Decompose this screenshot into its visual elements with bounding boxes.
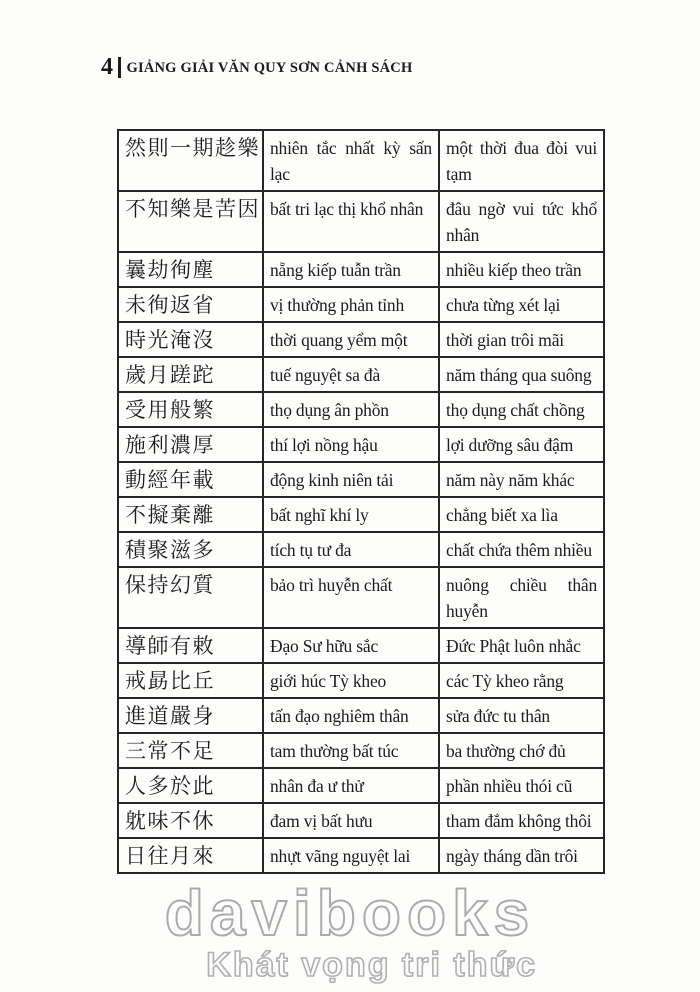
han-cell: 日往月來: [118, 838, 263, 873]
table-row: [118, 130, 604, 191]
han-cell: 三常不足: [118, 733, 263, 768]
page-header: [101, 55, 412, 79]
han-cell: 歲月蹉跎: [118, 357, 263, 392]
han-cell: 戒勗比丘: [118, 663, 263, 698]
han-cell: 動經年載: [118, 462, 263, 497]
viet-cell: lợi dưỡng sâu đậm: [439, 427, 604, 462]
viet-cell: một thời đua đòi vui tạm: [439, 130, 604, 191]
han-cell: 保持幻質: [118, 567, 263, 628]
viet-cell: năm tháng qua suông: [439, 357, 604, 392]
table-row: [118, 287, 604, 322]
han-cell: 受用般繁: [118, 392, 263, 427]
translation-table-body: [118, 130, 604, 873]
han-cell: 進道嚴身: [118, 698, 263, 733]
viet-cell: tham đắm không thôi: [439, 803, 604, 838]
table-row: [118, 392, 604, 427]
viet-cell: năm này năm khác: [439, 462, 604, 497]
table-row: [118, 803, 604, 838]
hanviet-cell: động kinh niên tải: [263, 462, 439, 497]
han-cell: 曩劫徇塵: [118, 252, 263, 287]
han-cell: 積聚滋多: [118, 532, 263, 567]
viet-cell: ba thường chớ đủ: [439, 733, 604, 768]
hanviet-cell: Đạo Sư hữu sắc: [263, 628, 439, 663]
hanviet-cell: tuế nguyệt sa đà: [263, 357, 439, 392]
hanviet-cell: bảo trì huyễn chất: [263, 567, 439, 628]
viet-cell: đâu ngờ vui tức khổ nhân: [439, 191, 604, 252]
han-cell: 不知樂是苦因: [118, 191, 263, 252]
viet-cell: chưa từng xét lại: [439, 287, 604, 322]
table-row: [118, 497, 604, 532]
hanviet-cell: thời quang yểm một: [263, 322, 439, 357]
han-cell: 施利濃厚: [118, 427, 263, 462]
hanviet-cell: tấn đạo nghiêm thân: [263, 698, 439, 733]
translation-table: [117, 129, 605, 874]
hanviet-cell: đam vị bất hưu: [263, 803, 439, 838]
table-row: [118, 322, 604, 357]
viet-cell: nuông chiều thân huyễn: [439, 567, 604, 628]
hanviet-cell: nẵng kiếp tuẫn trần: [263, 252, 439, 287]
viet-cell: phần nhiều thói cũ: [439, 768, 604, 803]
viet-cell: thọ dụng chất chồng: [439, 392, 604, 427]
han-cell: 導師有敕: [118, 628, 263, 663]
table-row: [118, 698, 604, 733]
watermark-tagline: Khát vọng tri thức: [206, 946, 537, 984]
viet-cell: nhiều kiếp theo trần: [439, 252, 604, 287]
table-row: [118, 663, 604, 698]
hanviet-cell: tam thường bất túc: [263, 733, 439, 768]
table-row: [118, 733, 604, 768]
viet-cell: ngày tháng dần trôi: [439, 838, 604, 873]
hanviet-cell: bất tri lạc thị khổ nhân: [263, 191, 439, 252]
table-row: [118, 191, 604, 252]
han-cell: 不擬棄離: [118, 497, 263, 532]
viet-cell: sửa đức tu thân: [439, 698, 604, 733]
han-cell: 人多於此: [118, 768, 263, 803]
table-row: [118, 532, 604, 567]
han-cell: 然則一期趁樂: [118, 130, 263, 191]
hanviet-cell: tích tụ tư đa: [263, 532, 439, 567]
han-cell: 未徇返省: [118, 287, 263, 322]
hanviet-cell: giới húc Tỳ kheo: [263, 663, 439, 698]
hanviet-cell: thọ dụng ân phồn: [263, 392, 439, 427]
table-row: [118, 838, 604, 873]
page-title: GIẢNG GIẢI VĂN QUY SƠN CẢNH SÁCH: [126, 60, 413, 77]
table-row: [118, 252, 604, 287]
table-row: [118, 357, 604, 392]
table-row: [118, 628, 604, 663]
hanviet-cell: nhựt vãng nguyệt lai: [263, 838, 439, 873]
viet-cell: Đức Phật luôn nhắc: [439, 628, 604, 663]
hanviet-cell: nhân đa ư thử: [263, 768, 439, 803]
hanviet-cell: vị thường phản tỉnh: [263, 287, 439, 322]
watermark-brand: davibooks: [164, 877, 536, 949]
viet-cell: chất chứa thêm nhiều: [439, 532, 604, 567]
table-row: [118, 567, 604, 628]
hanviet-cell: bất nghĩ khí ly: [263, 497, 439, 532]
header-divider: [118, 57, 121, 78]
table-row: [118, 462, 604, 497]
han-cell: 時光淹沒: [118, 322, 263, 357]
table-row: [118, 427, 604, 462]
viet-cell: thời gian trôi mãi: [439, 322, 604, 357]
viet-cell: các Tỳ kheo rằng: [439, 663, 604, 698]
hanviet-cell: nhiên tắc nhất kỳ sấn lạc: [263, 130, 439, 191]
hanviet-cell: thí lợi nồng hậu: [263, 427, 439, 462]
page-number: 4: [101, 54, 113, 80]
viet-cell: chẳng biết xa lìa: [439, 497, 604, 532]
watermark: [0, 877, 700, 984]
table-row: [118, 768, 604, 803]
han-cell: 躭味不休: [118, 803, 263, 838]
